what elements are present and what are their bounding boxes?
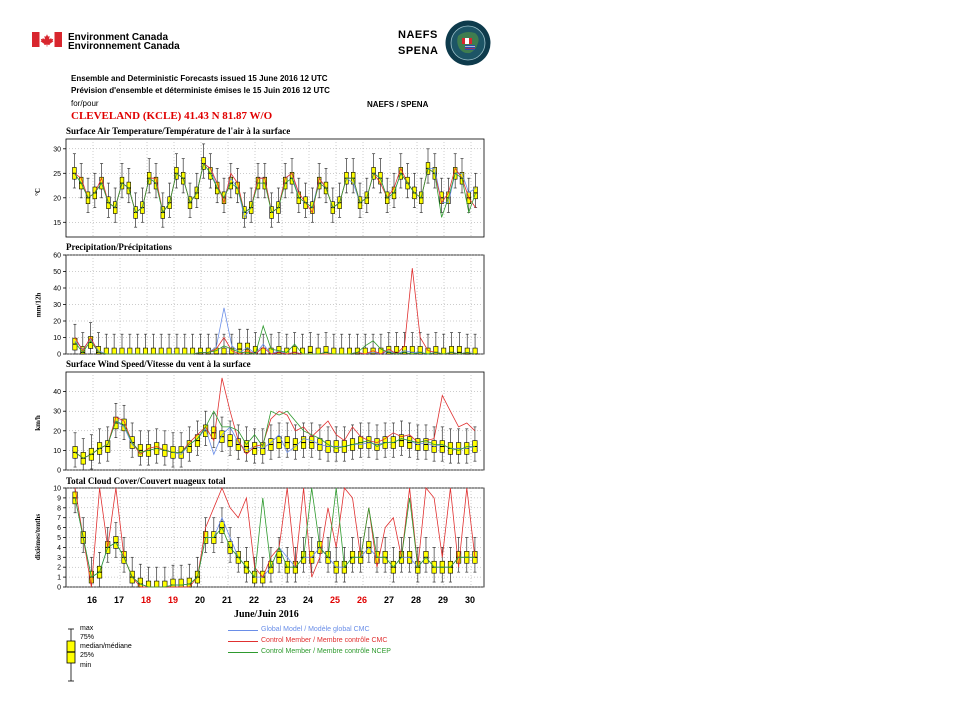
y-tick-label: 25: [53, 170, 61, 178]
box-iqr: [179, 579, 183, 587]
agency-name-fr: Environnement Canada: [68, 41, 180, 52]
naefs-spena-label: NAEFS / SPENA: [367, 100, 429, 109]
y-tick-label: 30: [53, 146, 61, 154]
legend-cmc-line: [228, 641, 258, 642]
box-iqr: [112, 348, 116, 354]
wind-panel-title: Surface Wind Speed/Vitesse du vent à la surface: [66, 359, 251, 369]
legend-p25: 25%: [80, 652, 95, 659]
panel-frame: [66, 488, 484, 587]
x-day-label: 26: [356, 595, 368, 605]
y-tick-label: 40: [53, 389, 61, 397]
box-iqr: [190, 348, 194, 354]
temperature-ylabel: °C: [33, 188, 42, 196]
y-tick-label: 0: [57, 584, 61, 592]
box-iqr: [316, 348, 320, 354]
y-tick-label: 4: [57, 544, 61, 552]
x-day-label: 29: [437, 595, 449, 605]
naefs-label: NAEFS: [398, 29, 438, 41]
box-iqr: [171, 579, 175, 587]
x-day-label: 28: [410, 595, 422, 605]
legend-max: max: [80, 625, 94, 632]
y-tick-label: 9: [57, 495, 61, 503]
cloud-panel-title: Total Cloud Cover/Couvert nuageux total: [66, 476, 226, 486]
y-tick-label: 1: [57, 574, 61, 582]
y-tick-label: 30: [53, 302, 61, 309]
y-tick-label: 0: [57, 467, 61, 475]
box-iqr: [332, 348, 336, 354]
legend-global-line: [228, 630, 258, 631]
x-day-label: 22: [248, 595, 260, 605]
box-iqr: [222, 348, 226, 354]
x-day-label: 17: [113, 595, 125, 605]
box-iqr: [154, 581, 158, 587]
y-tick-label: 10: [53, 447, 61, 455]
box-iqr: [167, 348, 171, 354]
y-tick-label: 20: [53, 428, 61, 436]
precip-ylabel: mm/12h: [34, 292, 42, 318]
x-day-label: 30: [464, 595, 476, 605]
y-tick-label: 5: [57, 535, 61, 542]
x-day-label: 23: [275, 595, 287, 605]
box-iqr: [340, 348, 344, 354]
box-legend-glyph: [66, 627, 78, 683]
box-legend: [66, 625, 186, 685]
box-iqr: [473, 348, 477, 354]
y-tick-label: 30: [53, 408, 61, 416]
y-tick-label: 0: [57, 351, 61, 359]
y-tick-label: 10: [53, 335, 61, 342]
y-tick-label: 20: [53, 318, 61, 326]
box-iqr: [136, 348, 140, 354]
box-iqr: [457, 346, 461, 354]
legend-median: median/médiane: [80, 643, 132, 650]
box-iqr: [442, 348, 446, 354]
y-tick-label: 2: [57, 564, 61, 572]
y-tick-label: 15: [53, 219, 61, 227]
x-day-label: 20: [194, 595, 206, 605]
model-legend: [228, 626, 468, 660]
y-tick-label: 60: [53, 252, 61, 260]
y-tick-label: 20: [53, 195, 61, 203]
wind-ylabel: km/h: [34, 415, 42, 431]
y-tick-label: 10: [53, 485, 61, 493]
box-iqr: [347, 348, 351, 354]
legend-ncep-line: [228, 652, 258, 653]
x-day-label: 27: [383, 595, 395, 605]
legend-ncep-label: Control Member / Membre contrôle NCEP: [261, 648, 391, 655]
for-pour-label: for/pour: [71, 99, 99, 108]
cloud-ylabel: dixièmes/tenths: [34, 513, 42, 561]
x-axis-title: June/Juin 2016: [234, 609, 299, 620]
issue-line-fr: Prévision d'ensemble et déterministe émises le 15 Juin 2016 12 UTC: [71, 86, 330, 95]
issue-line-en: Ensemble and Deterministic Forecasts issued 15 June 2016 12 UTC: [71, 74, 328, 83]
y-tick-label: 7: [57, 515, 61, 523]
x-day-label: 21: [221, 595, 233, 605]
x-day-label: 25: [329, 595, 341, 605]
y-tick-label: 3: [57, 554, 61, 562]
agency-name-en: Environment Canada: [68, 32, 169, 43]
box-iqr: [308, 346, 312, 354]
box-iqr: [151, 348, 155, 354]
y-tick-label: 40: [53, 285, 61, 293]
box-iqr: [120, 348, 124, 354]
legend-min: min: [80, 662, 92, 669]
y-tick-label: 6: [57, 525, 61, 533]
legend-p75: 75%: [80, 634, 95, 641]
temperature-panel-title: Surface Air Temperature/Température de l'air à la surface: [66, 126, 291, 136]
x-day-label: 18: [140, 595, 152, 605]
box-iqr: [143, 348, 147, 354]
box-iqr: [175, 348, 179, 354]
panel-frame: [66, 372, 484, 470]
legend-cmc-label: Control Member / Membre contrôle CMC: [261, 637, 388, 644]
box-iqr: [183, 348, 187, 354]
box-iqr: [300, 348, 304, 354]
station-title: CLEVELAND (KCLE) 41.43 N 81.87 W/O: [71, 110, 273, 122]
x-day-label: 16: [86, 595, 98, 605]
legend-global-label: Global Model / Modèle global CMC: [261, 626, 370, 633]
y-tick-label: 50: [53, 269, 61, 276]
box-iqr: [163, 581, 167, 587]
x-day-label: 24: [302, 595, 314, 605]
box-iqr: [410, 346, 414, 354]
box-iqr: [128, 348, 132, 354]
box-iqr: [159, 348, 163, 354]
precip-panel-title: Precipitation/Précipitations: [66, 242, 172, 252]
y-tick-label: 8: [57, 505, 61, 513]
x-day-label: 19: [167, 595, 179, 605]
spena-label: SPENA: [398, 45, 439, 57]
